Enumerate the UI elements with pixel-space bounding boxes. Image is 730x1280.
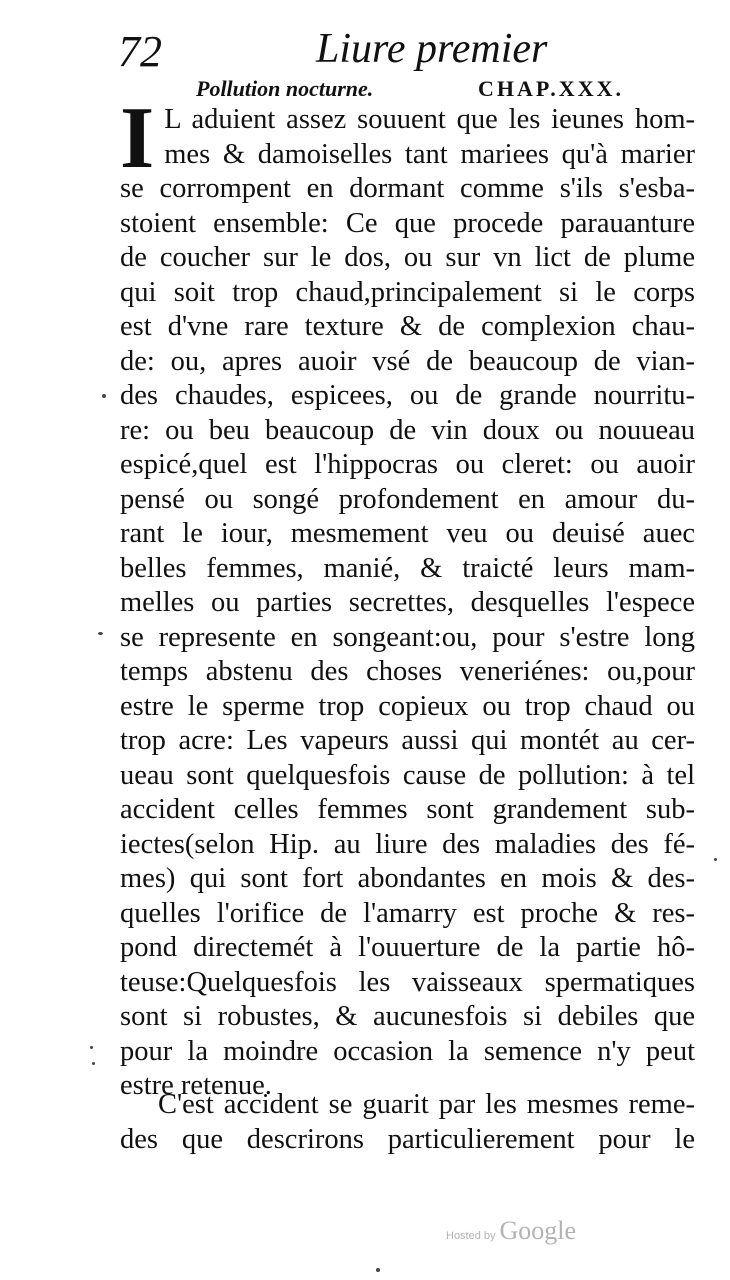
text-line: de coucher sur le dos, ou sur vn lict de plume [120,242,695,273]
running-title: Liure premier [316,26,548,72]
text-line: L aduient assez souuent que les ieunes hom- [164,104,695,135]
text-line: quelles l'orifice de l'amarry est proche & res- [120,897,695,929]
page-header [0,18,730,78]
text-line: trop acre: Les vapeurs aussi qui montét au cer- [120,725,695,756]
text-line: pour la moindre occasion la semence n'y peut [120,1035,695,1067]
paragraph-1 [120,90,695,1104]
text-line: sont si robustes, & aucunesfois si debiles que [120,1001,695,1032]
paragraph-2 [120,1088,695,1157]
page-number: 72 [118,27,162,76]
text-line: rant le iour, mesmement veu ou deuisé auec [120,518,695,549]
text-line: ueau sont quelquesfois cause de pollution: à tel [120,759,695,791]
text-line: melles ou parties secrettes, desquelles l'espece [120,587,695,618]
text-line: iectes(selon Hip. au liure des maladies des fé- [120,828,695,860]
text-line: des que descrirons particulierement pour le [120,1123,695,1155]
text-line: stoient ensemble: Ce que procede parauanture [120,207,695,239]
text-line: estre retenue. [120,1070,272,1101]
scan-speck [98,632,103,635]
chapter-number: CHAP.XXX. [478,76,624,101]
watermark-logo-text: Google [499,1216,577,1245]
text-line: mes) qui sont fort abondantes en mois & des- [120,863,695,894]
text-line: de: ou, apres auoir vsé de beaucoup de vian- [120,345,695,377]
scan-speck [714,858,717,861]
text-line: C'est accident se guarit par les mesmes reme- [158,1089,695,1120]
text-line: des chaudes, espicees, ou de grande nourritu- [120,380,695,411]
text-line: pond directemét à l'ouuerture de la partie hô- [120,932,695,963]
text-line: estre le sperme trop copieux ou trop chaud ou [120,690,695,722]
text-line: pensé ou songé profondement en amour du- [120,483,695,515]
text-line: accident celles femmes sont grandement sub- [120,794,695,825]
text-line: belles femmes, manié, & traicté leurs mam- [120,552,695,584]
text-line: mes & damoiselles tant mariees qu'à marier [164,138,695,170]
chapter-subject: Pollution nocturne. [196,76,374,101]
watermark-small-text: Hosted by [446,1230,496,1242]
text-line: teuse:Quelquesfois les vaisseaux spermatiques [120,966,695,998]
scan-speck [92,1062,95,1065]
text-line: se represente en songeant:ou, pour s'estre long [120,621,695,653]
scan-speck [376,1268,380,1272]
drop-cap-initial: I [120,90,155,187]
text-line: est d'vne rare texture & de complexion chau- [120,311,695,342]
text-line: se corrompent en dormant comme s'ils s'esba- [120,173,695,204]
text-line: qui soit trop chaud,principalement si le corps [120,276,695,308]
text-line: re: ou beu beaucoup de vin doux ou nouueau [120,414,695,446]
scan-speck [90,1046,93,1049]
text-line: espicé,quel est l'hippocras ou cleret: ou auoir [120,449,695,480]
chapter-heading [0,76,730,106]
scan-speck [102,394,106,398]
text-line: temps abstenu des choses veneriénes: ou,pour [120,656,695,687]
google-watermark [446,1216,576,1246]
